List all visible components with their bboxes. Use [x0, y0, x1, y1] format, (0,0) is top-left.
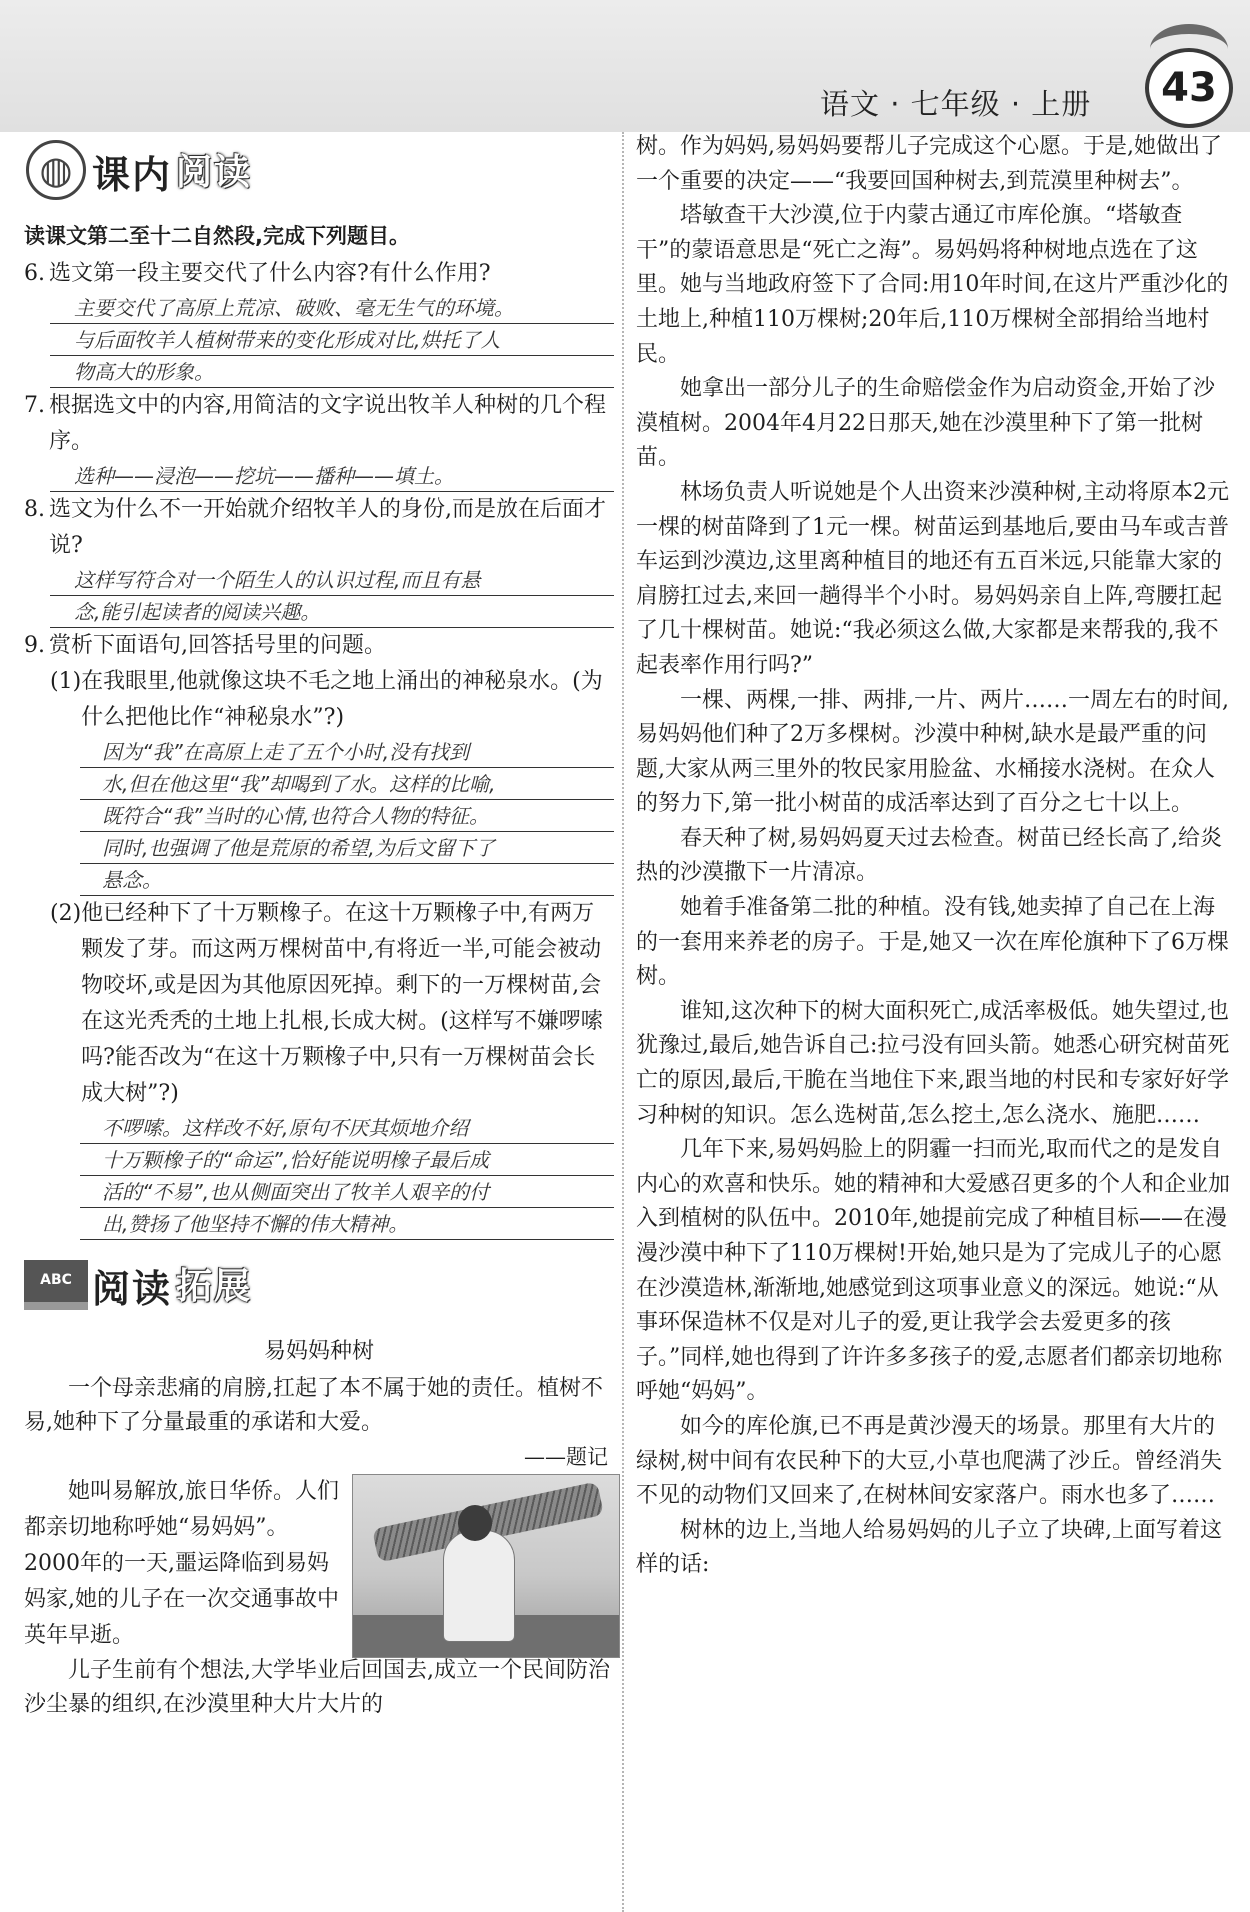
answer-line: 念,能引起读者的阅读兴趣。 [74, 600, 321, 624]
answer-line: 十万颗橡子的“命运”,恰好能说明橡子最后成 [102, 1148, 490, 1172]
sub-question-number: (1) [50, 669, 82, 694]
section-title-solid: 课内 [92, 153, 173, 197]
column-divider [622, 132, 624, 1912]
photo-person-head [458, 1505, 492, 1541]
article-paragraph: 她着手准备第二批的种植。没有钱,她卖掉了自己在上海的一套用来养老的房子。于是,她又一次在库伦旗种下了6万棵树。 [636, 895, 1229, 990]
article-paragraph: 树。作为妈妈,易妈妈要帮儿子完成这个心愿。于是,她做出了一个重要的决定——“我要回国种树去,到荒漠里种树去”。 [636, 134, 1222, 194]
article-title: 易妈妈种树 [263, 1339, 374, 1364]
question-8 [24, 492, 614, 628]
answer-line: 主要交代了高原上荒凉、破败、毫无生气的环境。 [74, 296, 514, 320]
question-number: 6. [24, 261, 45, 286]
answer-line: 与后面牧羊人植树带来的变化形成对比,烘托了人 [74, 328, 501, 352]
question-text: 选文为什么不一开始就介绍牧羊人的身份,而是放在后面才说? [49, 497, 606, 558]
article-paragraph: 如今的库伦旗,已不再是黄沙漫天的场景。那里有大片的绿树,树中间有农民种下的大豆,小草也爬满了沙丘。曾经消失不见的动物们又回来了,在树林间安家落户。雨水也多了…… [636, 1413, 1222, 1509]
section-title-solid: 阅读 [92, 1267, 173, 1311]
answer-line: 选种——浸泡——挖坑——播种——填土。 [74, 464, 454, 488]
article-paragraph: 一棵、两棵,一排、两排,一片、两片……一周左右的时间,易妈妈他们种了2万多棵树。沙漠中种树,缺水是最严重的问题,大家从两三里外的牧民家用脸盆、水桶接水浇树。在众人的努力下,第一批小树苗的成活率达到了百分之七十以上。 [636, 687, 1229, 817]
answer-line: 这样写符合对一个陌生人的认识过程,而且有悬 [74, 568, 481, 592]
article-paragraph: 林场负责人听说她是个人出资来沙漠种树,主动将原本2元一棵的树苗降到了1元一棵。树苗运到基地后,要由马车或吉普车运到沙漠边,这里离种植目的地还有五百米远,只能靠大家的肩膀扛过去,来回一趟得半个小时。易妈妈亲自上阵,弯腰扛起了几十棵树苗。她说:“我必须这么做,大家都是来帮我的,我不起表率作用行吗?” [636, 479, 1229, 678]
right-column [636, 130, 1230, 1583]
sub-question-1 [24, 664, 614, 736]
question-number: 9. [24, 633, 45, 658]
question-text: 赏析下面语句,回答括号里的问题。 [49, 633, 386, 658]
question-text: 根据选文中的内容,用简洁的文字说出牧羊人种树的几个程序。 [49, 393, 606, 454]
answer-line: 水,但在他这里“我”却喝到了水。这样的比喻, [102, 772, 496, 796]
article-paragraph: 树林的边上,当地人给易妈妈的儿子立了块碑,上面写着这样的话: [636, 1517, 1222, 1578]
photo-person [443, 1530, 515, 1642]
article-paragraph: 她拿出一部分儿子的生命赔偿金作为启动资金,开始了沙漠植树。2004年4月22日那天,她在沙漠里种下了第一批树苗。 [636, 376, 1215, 471]
photo-woman-carrying-saplings [352, 1474, 620, 1658]
instruction: 读课文第二至十二自然段,完成下列题目。 [24, 224, 410, 248]
answer-9-2 [80, 1112, 614, 1240]
section-title-bubble: 阅读 [176, 152, 253, 193]
epigraph-signature: ——题记 [524, 1445, 608, 1469]
question-7 [24, 388, 614, 492]
answer-line: 不啰嗦。这样改不好,原句不厌其烦地介绍 [102, 1116, 469, 1140]
epigraph: 一个母亲悲痛的肩膀,扛起了本不属于她的责任。植树不易,她种下了分量最重的承诺和大爱。 [24, 1376, 603, 1435]
header-subject: 语文 · 七年级 · 上册 [820, 87, 1092, 121]
question-text: 选文第一段主要交代了什么内容?有什么作用? [49, 261, 491, 286]
answer-line: 物高大的形象。 [74, 360, 214, 384]
section-title-bubble: 拓展 [176, 1266, 253, 1307]
answer-line: 因为“我”在高原上走了五个小时,没有找到 [102, 740, 470, 764]
page-number: 43 [1145, 48, 1233, 128]
answer-line: 活的“不易”,也从侧面突出了牧羊人艰辛的付 [102, 1180, 490, 1204]
left-column [24, 136, 614, 1722]
section-extended-reading-header [24, 1250, 614, 1330]
article-paragraph: 谁知,这次种下的树大面积死亡,成活率极低。她失望过,也犹豫过,最后,她告诉自己:拉弓没有回头箭。她悉心研究树苗死亡的原因,最后,干脆在当地住下来,跟当地的村民和专家好好学习种树的知识。怎么选树苗,怎么挖土,怎么浇水、施肥…… [636, 998, 1230, 1128]
sub-question-text: 他已经种下了十万颗橡子。在这十万颗橡子中,有两万颗发了芽。而这两万棵树苗中,有将近一半,可能会被动物咬坏,或是因为其他原因死掉。剩下的一万棵树苗,会在这光秃秃的土地上扎根,长成大树。(这样写不嫌啰嗦吗?能否改为“在这十万颗橡子中,只有一万棵树苗会长成大树”?) [81, 901, 603, 1106]
answer-6 [50, 292, 614, 388]
answer-line: 出,赞扬了他坚持不懈的伟大精神。 [102, 1212, 409, 1236]
article-paragraph: 几年下来,易妈妈脸上的阴霾一扫而光,取而代之的是发自内心的欢喜和快乐。她的精神和大爱感召更多的个人和企业加入到植树的队伍中。2010年,她提前完成了种植目标——在漫漫沙漠中种下了110万棵树!开始,她只是为了完成儿子的心愿在沙漠造林,渐渐地,她感觉到这项事业意义的深远。她说:“从事环保造林不仅是对儿子的爱,更让我学会去爱更多的孩子。”同样,她也得到了许许多多孩子的爱,志愿者们都亲切地称呼她“妈妈”。 [636, 1137, 1231, 1405]
sub-question-text: 在我眼里,他就像这块不毛之地上涌出的神秘泉水。(为什么把他比作“神秘泉水”?) [81, 669, 603, 730]
answer-line: 悬念。 [102, 868, 162, 892]
answer-7 [50, 460, 614, 492]
sub-question-2 [24, 896, 614, 1112]
article-paragraph: 儿子生前有个想法,大学毕业后回国去,成立一个民间防治沙尘暴的组织,在沙漠里种大片大片的 [24, 1658, 610, 1717]
answer-8 [50, 564, 614, 628]
abc-book-icon: ABC [24, 1260, 88, 1310]
question-number: 7. [24, 393, 45, 418]
globe-icon: ◍ [26, 140, 86, 200]
question-number: 8. [24, 497, 45, 522]
answer-9-1 [80, 736, 614, 896]
intro-paragraph: 她叫易解放,旅日华侨。人们都亲切地称呼她“易妈妈”。2000年的一天,噩运降临到易妈妈家,她的儿子在一次交通事故中英年早逝。 [24, 1479, 339, 1648]
sub-question-number: (2) [50, 901, 82, 926]
article-paragraph: 春天种了树,易妈妈夏天过去检查。树苗已经长高了,给炎热的沙漠撒下一片清凉。 [636, 825, 1222, 886]
question-9 [24, 628, 614, 664]
article-paragraph: 塔敏查干大沙漠,位于内蒙古通辽市库伦旗。“塔敏查干”的蒙语意思是“死亡之海”。易妈妈将种树地点选在了这里。她与当地政府签下了合同:用10年时间,在这片严重沙化的土地上,种植110万棵树;20年后,110万棵树全部捐给当地村民。 [636, 203, 1229, 367]
section-in-class-reading-header [24, 136, 614, 216]
answer-line: 既符合“我”当时的心情,也符合人物的特征。 [102, 804, 490, 828]
question-6 [24, 256, 614, 388]
intro-with-photo [24, 1474, 614, 1654]
answer-line: 同时,也强调了他是荒原的希望,为后文留下了 [102, 836, 495, 860]
